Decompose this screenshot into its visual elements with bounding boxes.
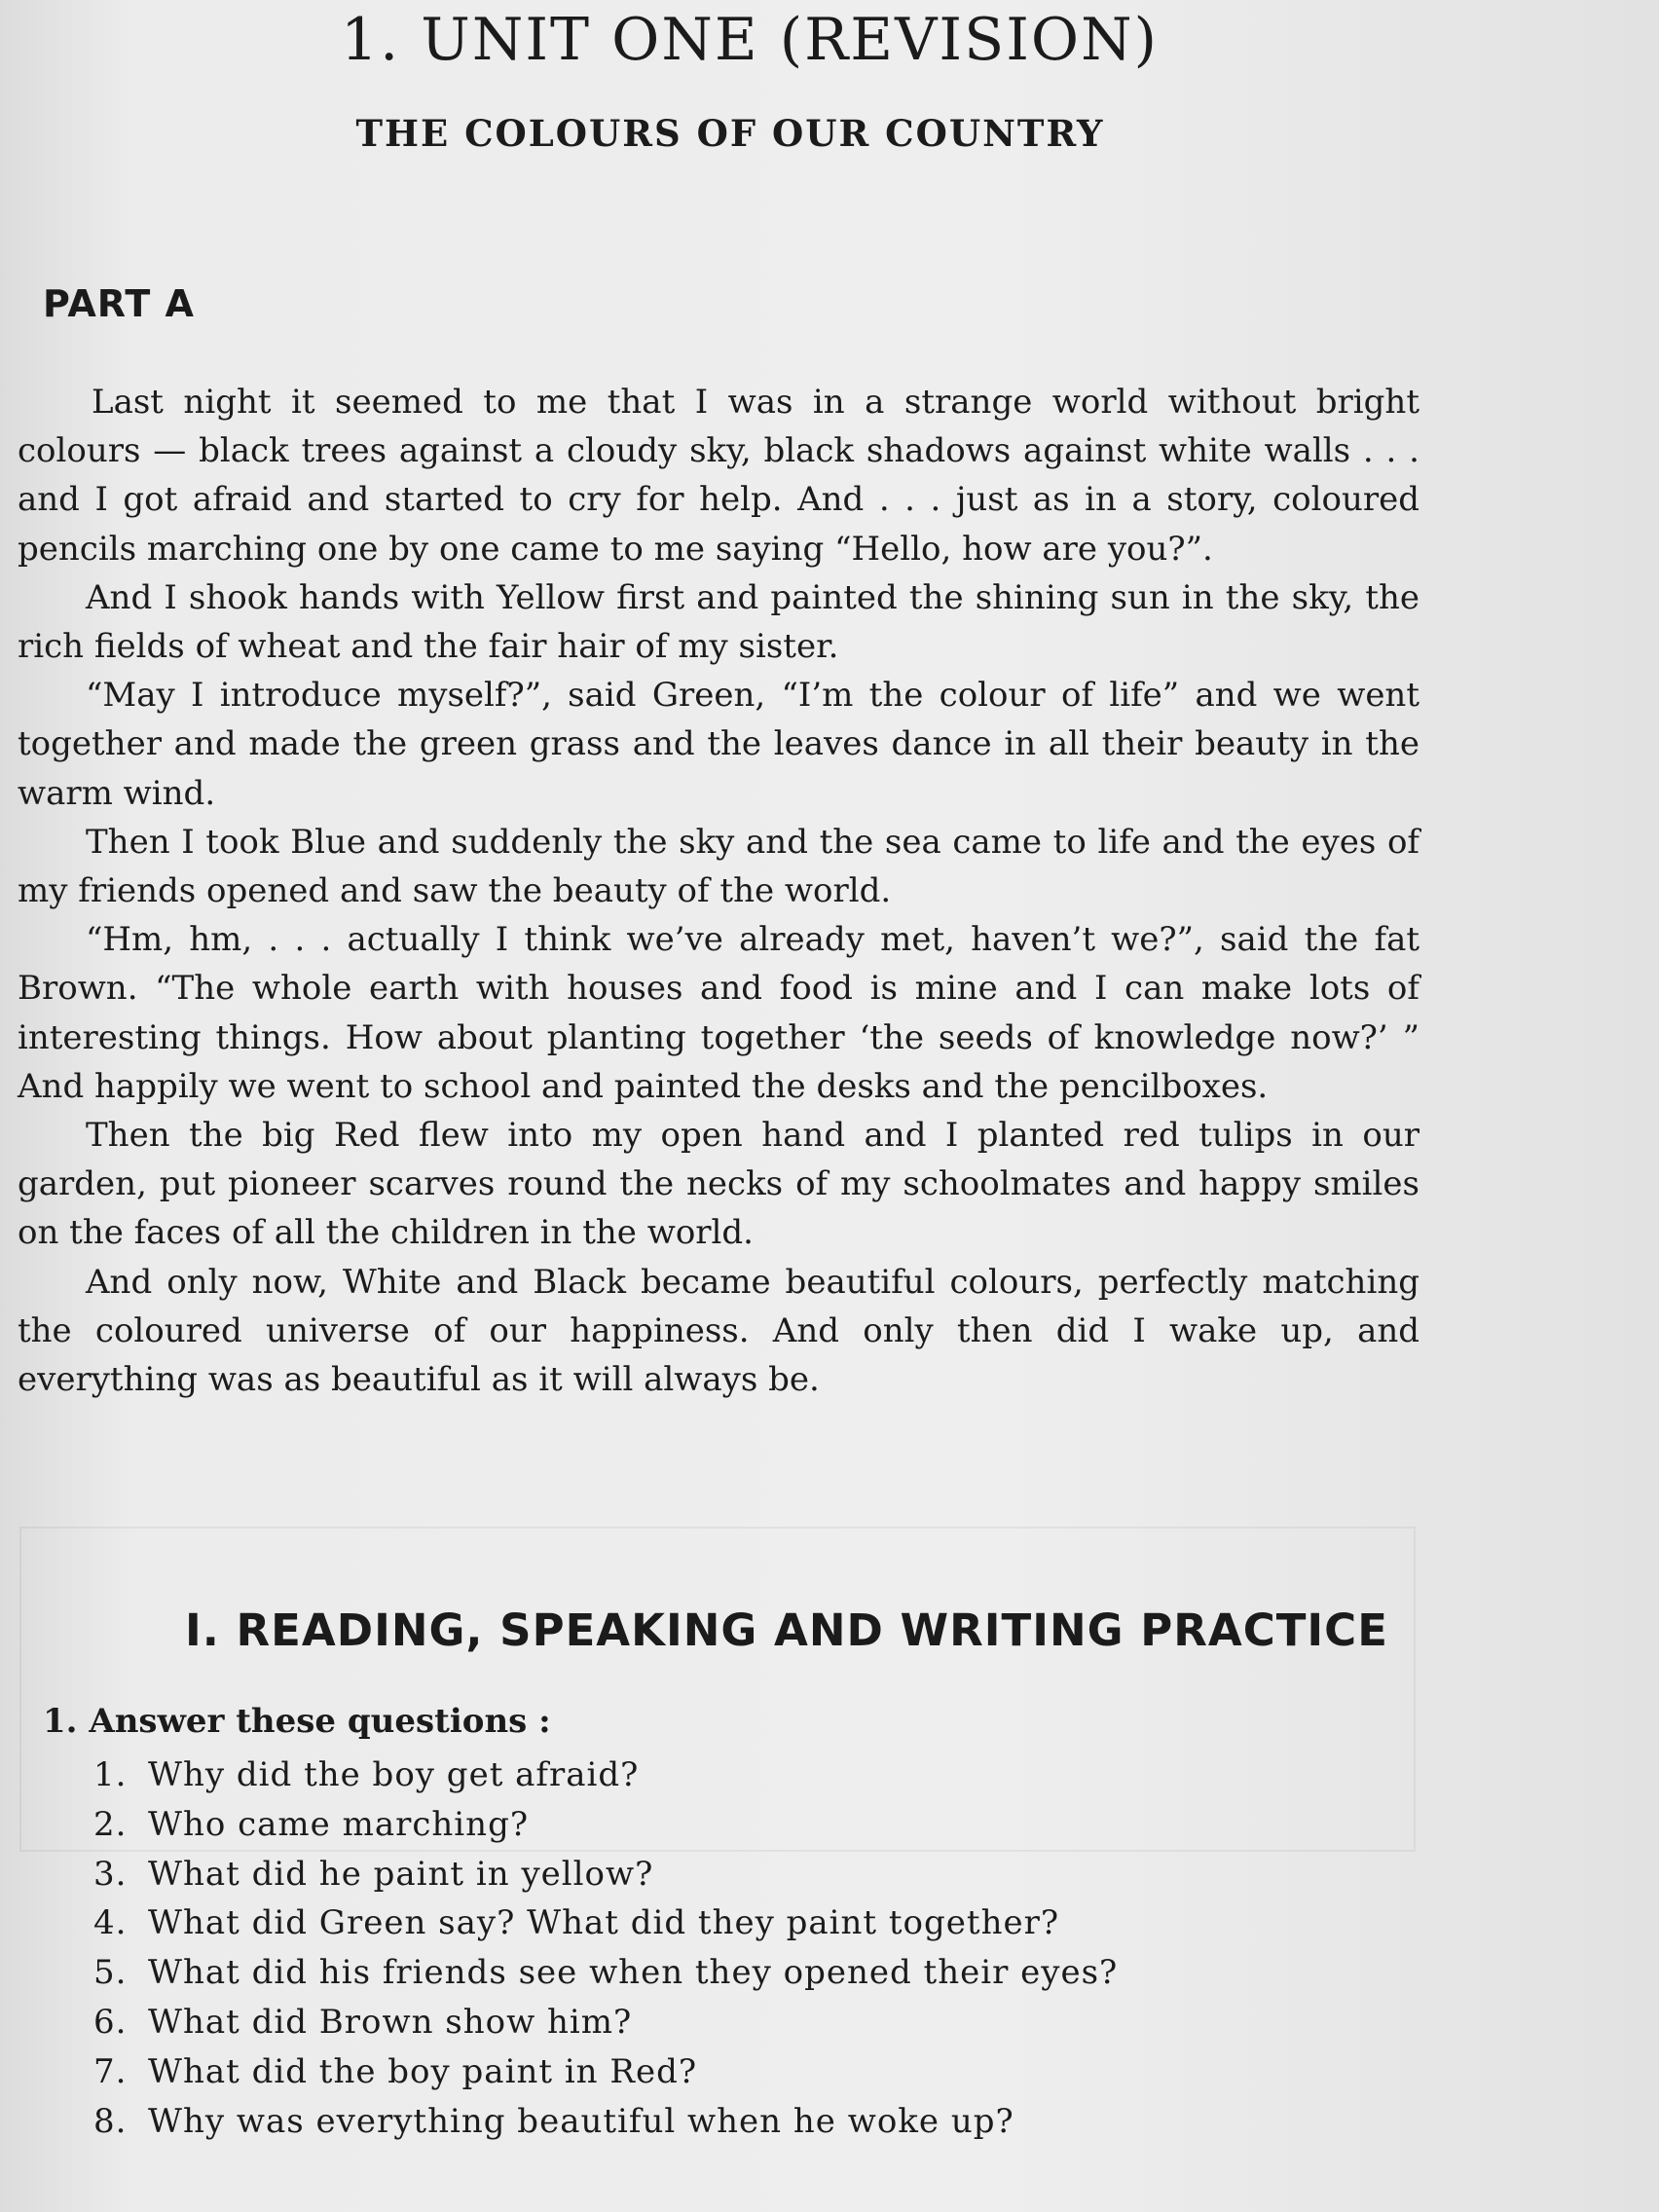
story-paragraph: Last night it seemed to me that I was in a strange world without bright colours — black trees against a cloudy sky, black shadows against white walls . . . and I got afraid and started to cry for help. And . . . just as in a story, coloured pencils marching one by one came to me saying “Hello, how are you?”.: [18, 383, 1419, 569]
question-number: 4.: [93, 1903, 128, 1943]
question-item: [93, 1899, 1118, 1948]
question-text: What did the boy paint in Red?: [148, 2051, 698, 2091]
question-text: Who came marching?: [148, 1804, 530, 1844]
question-text: What did Green say? What did they paint together?: [148, 1903, 1060, 1943]
story-paragraph: Then the big Red flew into my open hand and I planted red tulips in our garden, put pioneer scarves round the necks of my schoolmates and happy smiles on the faces of all the children in the world.: [18, 1116, 1419, 1253]
question-text: What did he paint in yellow?: [148, 1854, 654, 1894]
story-paragraph: “May I introduce myself?”, said Green, “I’m the colour of life” and we went together and made the green grass and the leaves dance in all their beauty in the warm wind.: [18, 676, 1419, 813]
story-paragraph: And only now, White and Black became beautiful colours, perfectly matching the coloured universe of our happiness. And only then did I wake up, and everything was as beautiful as it will always be.: [18, 1262, 1419, 1400]
question-number: 8.: [93, 2101, 128, 2141]
question-number: 5.: [93, 1953, 128, 1993]
story-paragraph: Then I took Blue and suddenly the sky and the sea came to life and the eyes of my friends opened and saw the beauty of the world.: [18, 822, 1419, 911]
story-text: [18, 378, 1419, 1404]
question-text: Why did the boy get afraid?: [148, 1755, 640, 1794]
section-title: I. READING, SPEAKING AND WRITING PRACTICE: [185, 1604, 1388, 1656]
question-list: [93, 1751, 1118, 2146]
question-item: [93, 1850, 1118, 1899]
question-number: 7.: [93, 2051, 128, 2091]
question-item: [93, 1948, 1118, 1998]
question-number: 2.: [93, 1804, 128, 1844]
question-text: What did his friends see when they opened their eyes?: [148, 1953, 1119, 1993]
story-paragraph: “Hm, hm, . . . actually I think we’ve already met, haven’t we?”, said the fat Brown. “The whole earth with houses and food is mine and I can make lots of interesting things. How about planting together ‘the seeds of knowledge now?’ ” And happily we went to school and painted the desks and the pencilboxes.: [18, 920, 1419, 1106]
exercise-title: 1. Answer these questions :: [43, 1702, 551, 1741]
question-text: Why was everything beautiful when he woke up?: [148, 2101, 1014, 2141]
question-text: What did Brown show him?: [148, 2002, 633, 2042]
question-item: [93, 2047, 1118, 2097]
question-number: 6.: [93, 2002, 128, 2042]
question-item: [93, 1800, 1118, 1850]
question-item: [93, 1998, 1118, 2047]
story-paragraph: And I shook hands with Yellow first and painted the shining sun in the sky, the rich fields of wheat and the fair hair of my sister.: [18, 577, 1419, 667]
question-number: 3.: [93, 1854, 128, 1894]
question-item: [93, 2097, 1118, 2147]
part-label: PART A: [43, 282, 195, 325]
question-item: [93, 1751, 1118, 1800]
question-number: 1.: [93, 1755, 128, 1794]
unit-title: 1. UNIT ONE (REVISION): [340, 6, 1160, 74]
unit-subtitle: THE COLOURS OF OUR COUNTRY: [355, 112, 1105, 155]
